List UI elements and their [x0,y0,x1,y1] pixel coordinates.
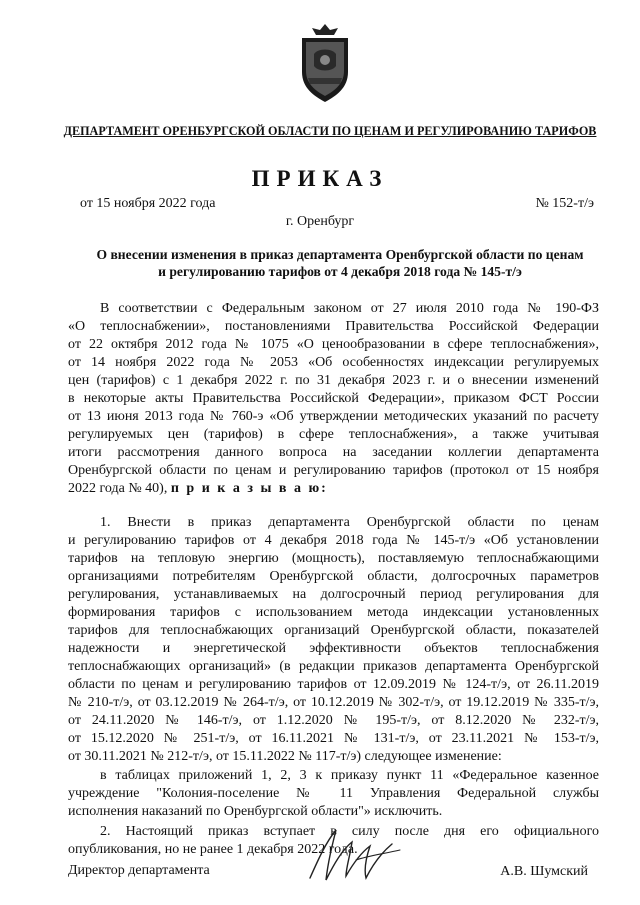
item1-line: надежности и энергетической эффективности объектов теплоснабжения [68,641,599,656]
preamble-line: от 14 ноября 2022 года № 2053 «Об особенностях индексации регулируемых [68,355,599,370]
item1-line: от 24.11.2020 № 146-т/э, от 1.12.2020 № 195-т/э, от 8.12.2020 № 232-т/э, [68,713,599,728]
document-type: ПРИКАЗ [251,166,389,191]
preamble-line: В соответствии с Федеральным законом от 27 июля 2010 года № 190-ФЗ [100,301,599,316]
preamble-line: «О теплоснабжении», постановлениями Правительства Российской Федерации [68,319,599,334]
item1-line: от 15.12.2020 № 251-т/э, от 16.11.2021 № 131-т/э, от 23.11.2021 № 153-т/э, [68,731,599,746]
change-last-line: исполнения наказаний по Оренбургской области"» исключить. [68,804,443,819]
item1-line: регулирования, устанавливаемых на долгосрочный период регулирования для [68,587,599,602]
preamble-line: цен (тарифов) с 1 декабря 2022 г. по 31 декабря 2023 г. и о внесении изменений [68,373,599,388]
preamble-last-line [68,480,599,498]
order-date: от 15 ноября 2022 года [80,196,216,211]
item1-line: и регулированию тарифов от 4 декабря 2018 года № 145-т/э «Об установлении [68,533,599,548]
item1-line: тарифов для теплоснабжающих организаций Оренбургской области, показателей [68,623,599,638]
subject-line: О внесении изменения в приказ департамента Оренбургской области по ценам [96,247,584,262]
item1-line: теплоснабжающих организаций» (в редакции приказов департамента Оренбургской [68,659,599,674]
item1-last-line: от 30.11.2021 № 212-т/э, от 15.11.2022 № 117-т/э) следующее изменение: [68,749,502,764]
item1-line: 1. Внести в приказ департамента Оренбургской области по ценам [100,515,599,530]
signatory-title: Директор департамента [68,863,210,878]
subject-line: и регулированию тарифов от 4 декабря 2018 года № 145-т/э [158,264,522,279]
item2-last-line: опубликования, но не ранее 1 декабря 2022 года. [68,842,358,857]
change-line: учреждение "Колония-поселение № 11 Управления Федеральной службы [68,786,599,801]
preamble-line: от 22 октября 2012 года № 1075 «О ценообразовании в сфере теплоснабжения», [68,337,599,352]
order-word: п р и к а з ы в а ю: [170,481,328,496]
item1-line: тарифов на тепловую энергию (мощность), поставляемую теплоснабжающими [68,551,599,566]
item2-line: 2. Настоящий приказ вступает в силу после дня его официального [100,824,599,839]
handwritten-signature [296,820,406,890]
preamble-line: от 13 июня 2013 года № 760-э «Об утверждении методических указаний по расчету [68,409,599,424]
change-line: в таблицах приложений 1, 2, 3 к приказу пункт 11 «Федеральное казенное [100,768,599,783]
preamble-line: итоги рассмотрения данного вопроса на заседании коллегии департамента [68,445,599,460]
preamble-line: Оренбургской области по ценам и регулированию тарифов (протокол от 15 ноября [68,463,599,478]
preamble-tail: 2022 года № 40), [68,481,168,496]
preamble-line: регулируемых цен (тарифов) в сфере теплоснабжения», а также учитывая [68,427,599,442]
coat-of-arms-emblem [294,22,356,104]
signatory-name: А.В. Шумский [500,864,588,879]
item1-line: формирования тарифов с использованием метода индексации установленных [68,605,599,620]
item1-line: организациями потребителям Оренбургской области, долгосрочных параметров [68,569,599,584]
department-name: ДЕПАРТАМЕНТ ОРЕНБУРГСКОЙ ОБЛАСТИ ПО ЦЕНАМ И РЕГУЛИРОВАНИЮ ТАРИФОВ [63,124,597,138]
preamble-line: в некоторые акты Правительства Российской Федерации», приказом ФСТ России [68,391,599,406]
order-number: № 152-т/э [535,196,594,211]
order-city: г. Оренбург [285,214,355,229]
order-subject [70,246,610,280]
item1-line: № 210-т/э, от 03.12.2019 № 264-т/э, от 10.12.2019 № 302-т/э, от 19.12.2019 № 335-т/э, [68,695,599,710]
item1-line: области по ценам и регулированию тарифов от 12.09.2019 № 124-т/э, от 26.11.2019 [68,677,599,692]
